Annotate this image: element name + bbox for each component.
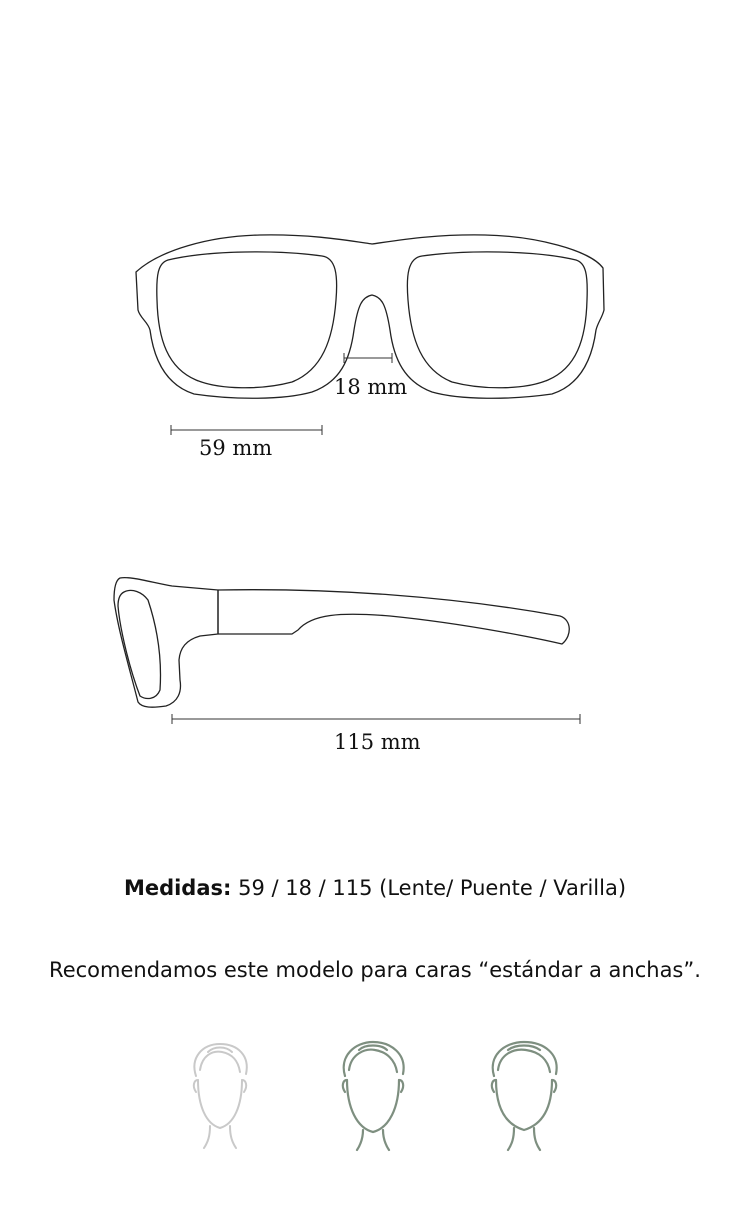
- lens-width-label: 59 mm: [199, 436, 273, 460]
- face-standard-icon: [333, 1036, 413, 1156]
- frame-side-profile: [114, 578, 218, 708]
- temple-length-label: 115 mm: [334, 730, 421, 754]
- temple-arm: [218, 590, 569, 644]
- face-wide-icon: [484, 1036, 564, 1156]
- measures-values: 59 / 18 / 115 (Lente/ Puente / Varilla): [238, 876, 627, 900]
- face-recommendation: Recomendamos este modelo para caras “estándar a anchas”.: [49, 958, 701, 982]
- lens-side: [118, 590, 161, 698]
- measures-line: [0, 876, 750, 900]
- temple-dimension-line: [172, 714, 580, 724]
- face-narrow-icon: [180, 1036, 260, 1156]
- measures-label: Medidas:: [123, 876, 232, 900]
- bridge-width-label: 18 mm: [334, 375, 408, 399]
